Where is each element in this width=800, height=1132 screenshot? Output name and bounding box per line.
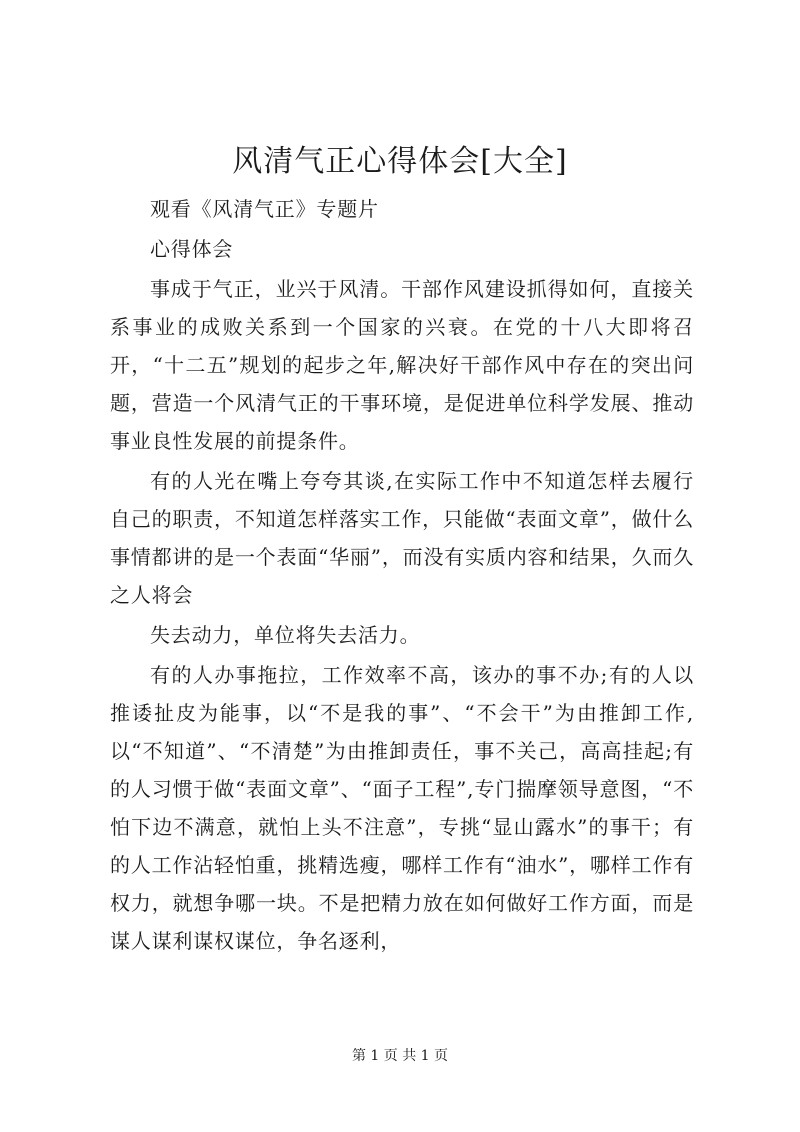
document-title: 风清气正心得体会[大全] bbox=[232, 144, 568, 179]
paragraph-4: 有的人光在嘴上夸夸其谈,在实际工作中不知道怎样去履行自己的职责，不知道怎样落实工作，只能做“表面文章”，做什么事情都讲的是一个表面“华丽”，而没有实质内容和结果，久而久之人将会 bbox=[110, 469, 694, 607]
paragraph-2: 心得体会 bbox=[150, 237, 234, 261]
page-footer: 第 1 页 共 1 页 bbox=[351, 1048, 449, 1064]
paragraph-5: 失去动力，单位将失去活力。 bbox=[150, 623, 421, 647]
paragraph-6: 有的人办事拖拉，工作效率不高，该办的事不办;有的人以推诿扯皮为能事，以“不是我的事”、“不会干”为由推卸工作,以“不知道”、“不清楚”为由推卸责任，事不关己，高高挂起;有的人习惯于做“表面文章”、“面子工程”,专门揣摩领导意图，“不怕下边不满意，就怕上头不注意”，专挑“显山露水”的事干；有的人工作沾轻怕重，挑精选瘦，哪样工作有“油水”，哪样工作有权力，就想争哪一块。不是把精力放在如何做好工作方面，而是谋人谋利谋权谋位，争名逐利， bbox=[110, 663, 694, 953]
paragraph-3: 事成于气正，业兴于风清。干部作风建设抓得如何，直接关系事业的成败关系到一个国家的兴衰。在党的十八大即将召开，“十二五”规划的起步之年,解决好干部作风中存在的突出问题，营造一个风清气正的干事环境，是促进单位科学发展、推动事业良性发展的前提条件。 bbox=[110, 277, 694, 453]
document-body bbox=[110, 190, 694, 960]
paragraph-1: 观看《风清气正》专题片 bbox=[150, 197, 379, 221]
